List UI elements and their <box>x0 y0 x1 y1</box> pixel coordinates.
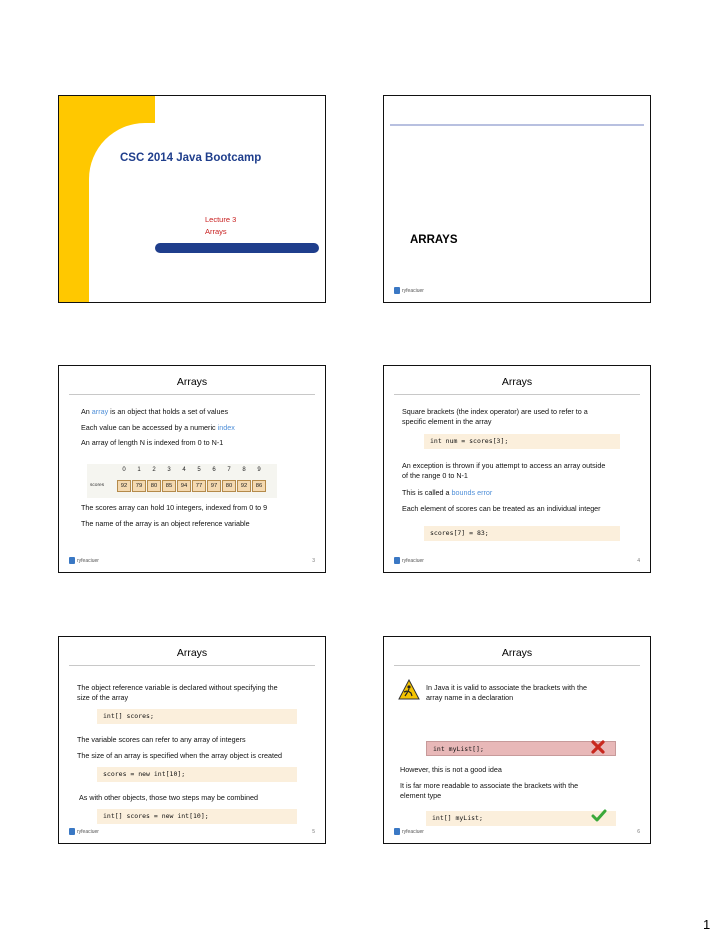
array-index: 1 <box>137 467 141 473</box>
bullet-line: However, this is not a good idea <box>400 765 502 774</box>
array-cell: 80 <box>147 480 161 492</box>
code-snippet: int num = scores[3]; <box>424 434 620 449</box>
array-cell: 92 <box>237 480 251 492</box>
bullet-line: An exception is thrown if you attempt to access an array outside <box>402 461 606 470</box>
array-index: 2 <box>152 467 156 473</box>
green-check-icon <box>591 809 607 823</box>
bullet-line: of the range 0 to N-1 <box>402 471 468 480</box>
bullet-line <box>81 407 228 417</box>
logo-text: ryfeaciuer <box>77 828 99 835</box>
slide-title: Arrays <box>176 376 208 388</box>
bullet-line: The scores array can hold 10 integers, indexed from 0 to 9 <box>81 503 268 512</box>
title-rule <box>390 124 644 126</box>
bullet-line: As with other objects, those two steps may be combined <box>79 793 258 802</box>
array-cell: 79 <box>132 480 146 492</box>
slide-number: 3 <box>312 558 315 564</box>
footer-logo <box>394 287 424 294</box>
array-index: 8 <box>242 467 246 473</box>
keyword: index <box>217 423 235 432</box>
array-index: 6 <box>212 467 216 473</box>
title-rule <box>394 394 640 395</box>
title-rule <box>69 394 315 395</box>
logo-icon <box>394 557 400 564</box>
logo-text: ryfeaciuer <box>402 828 424 835</box>
lecture-topic: Arrays <box>205 227 227 236</box>
array-index: 7 <box>227 467 231 473</box>
bullet-line: An array of length N is indexed from 0 to N-1 <box>81 438 224 447</box>
keyword: bounds error <box>451 488 493 497</box>
code-snippet: scores = new int[10]; <box>97 767 297 782</box>
slide-number: 4 <box>637 558 640 564</box>
title-rule <box>394 665 640 666</box>
bullet-line: Square brackets (the index operator) are used to refer to a <box>402 407 588 416</box>
array-cell: 94 <box>177 480 191 492</box>
navy-bar <box>155 243 319 253</box>
course-title: CSC 2014 Java Bootcamp <box>120 152 262 164</box>
array-cell: 77 <box>192 480 206 492</box>
title-rule <box>69 665 315 666</box>
logo-icon <box>69 828 75 835</box>
slide-arrays-intro <box>58 365 326 573</box>
slide-array-declaration <box>58 636 326 844</box>
slide-title: Arrays <box>501 376 533 388</box>
array-index: 9 <box>257 467 261 473</box>
bullet-line: The name of the array is an object reference variable <box>81 519 250 528</box>
white-arc <box>89 123 326 303</box>
page-number: 1 <box>703 917 711 932</box>
footer-logo <box>394 828 424 835</box>
slide-bracket-style <box>383 636 651 844</box>
array-index: 3 <box>167 467 171 473</box>
bullet-line: The size of an array is specified when the array object is created <box>77 751 282 760</box>
logo-text: ryfeaciuer <box>402 557 424 564</box>
bullet-line: Each element of scores can be treated as an individual integer <box>402 504 601 513</box>
slide-number: 6 <box>637 829 640 835</box>
logo-text: ryfeaciuer <box>402 287 424 294</box>
bullet-line: It is far more readable to associate the brackets with the <box>400 781 579 790</box>
footer-logo <box>394 557 424 564</box>
red-x-icon <box>591 740 605 754</box>
bullet-line: size of the array <box>77 693 129 702</box>
bad-code-snippet: int myList[]; <box>426 741 616 756</box>
bullet-line: element type <box>400 791 442 800</box>
keyword: array <box>91 407 109 416</box>
text: This is called a <box>402 488 452 497</box>
code-snippet: int[] scores; <box>97 709 297 724</box>
bullet-line: In Java it is valid to associate the brackets with the <box>426 683 587 692</box>
slide-array-indexing <box>383 365 651 573</box>
array-cell: 86 <box>252 480 266 492</box>
array-cell: 92 <box>117 480 131 492</box>
array-index: 0 <box>122 467 126 473</box>
warning-sign-icon <box>398 679 420 701</box>
bullet-line: The object reference variable is declared without specifying the <box>77 683 278 692</box>
array-index: 5 <box>197 467 201 473</box>
logo-text: ryfeaciuer <box>77 557 99 564</box>
code-snippet: int[] scores = new int[10]; <box>97 809 297 824</box>
footer-logo <box>69 828 99 835</box>
bullet-line: array name in a declaration <box>426 693 514 702</box>
slide-number: 5 <box>312 829 315 835</box>
slide-title: Arrays <box>501 647 533 659</box>
array-index: 4 <box>182 467 186 473</box>
bullet-line <box>81 423 235 433</box>
logo-icon <box>69 557 75 564</box>
slide-title: Arrays <box>176 647 208 659</box>
array-cell: 85 <box>162 480 176 492</box>
footer-logo <box>69 557 99 564</box>
lecture-label <box>205 214 236 238</box>
section-heading: ARRAYS <box>410 234 458 246</box>
slide-title <box>58 95 326 303</box>
logo-icon <box>394 287 400 294</box>
code-snippet: scores[7] = 83; <box>424 526 620 541</box>
text: Each value can be accessed by a numeric <box>81 423 218 432</box>
array-cell: 97 <box>207 480 221 492</box>
text: is an object that holds a set of values <box>108 407 229 416</box>
array-diagram <box>87 464 277 498</box>
lecture-number: Lecture 3 <box>205 215 237 224</box>
bullet-line: specific element in the array <box>402 417 492 426</box>
bullet-line: The variable scores can refer to any array of integers <box>77 735 246 744</box>
logo-icon <box>394 828 400 835</box>
good-code-snippet: int[] myList; <box>426 811 616 826</box>
bullet-line <box>402 488 492 498</box>
array-label: scores <box>90 483 105 488</box>
array-cell: 80 <box>222 480 236 492</box>
slide-section <box>383 95 651 303</box>
text: An <box>81 407 92 416</box>
